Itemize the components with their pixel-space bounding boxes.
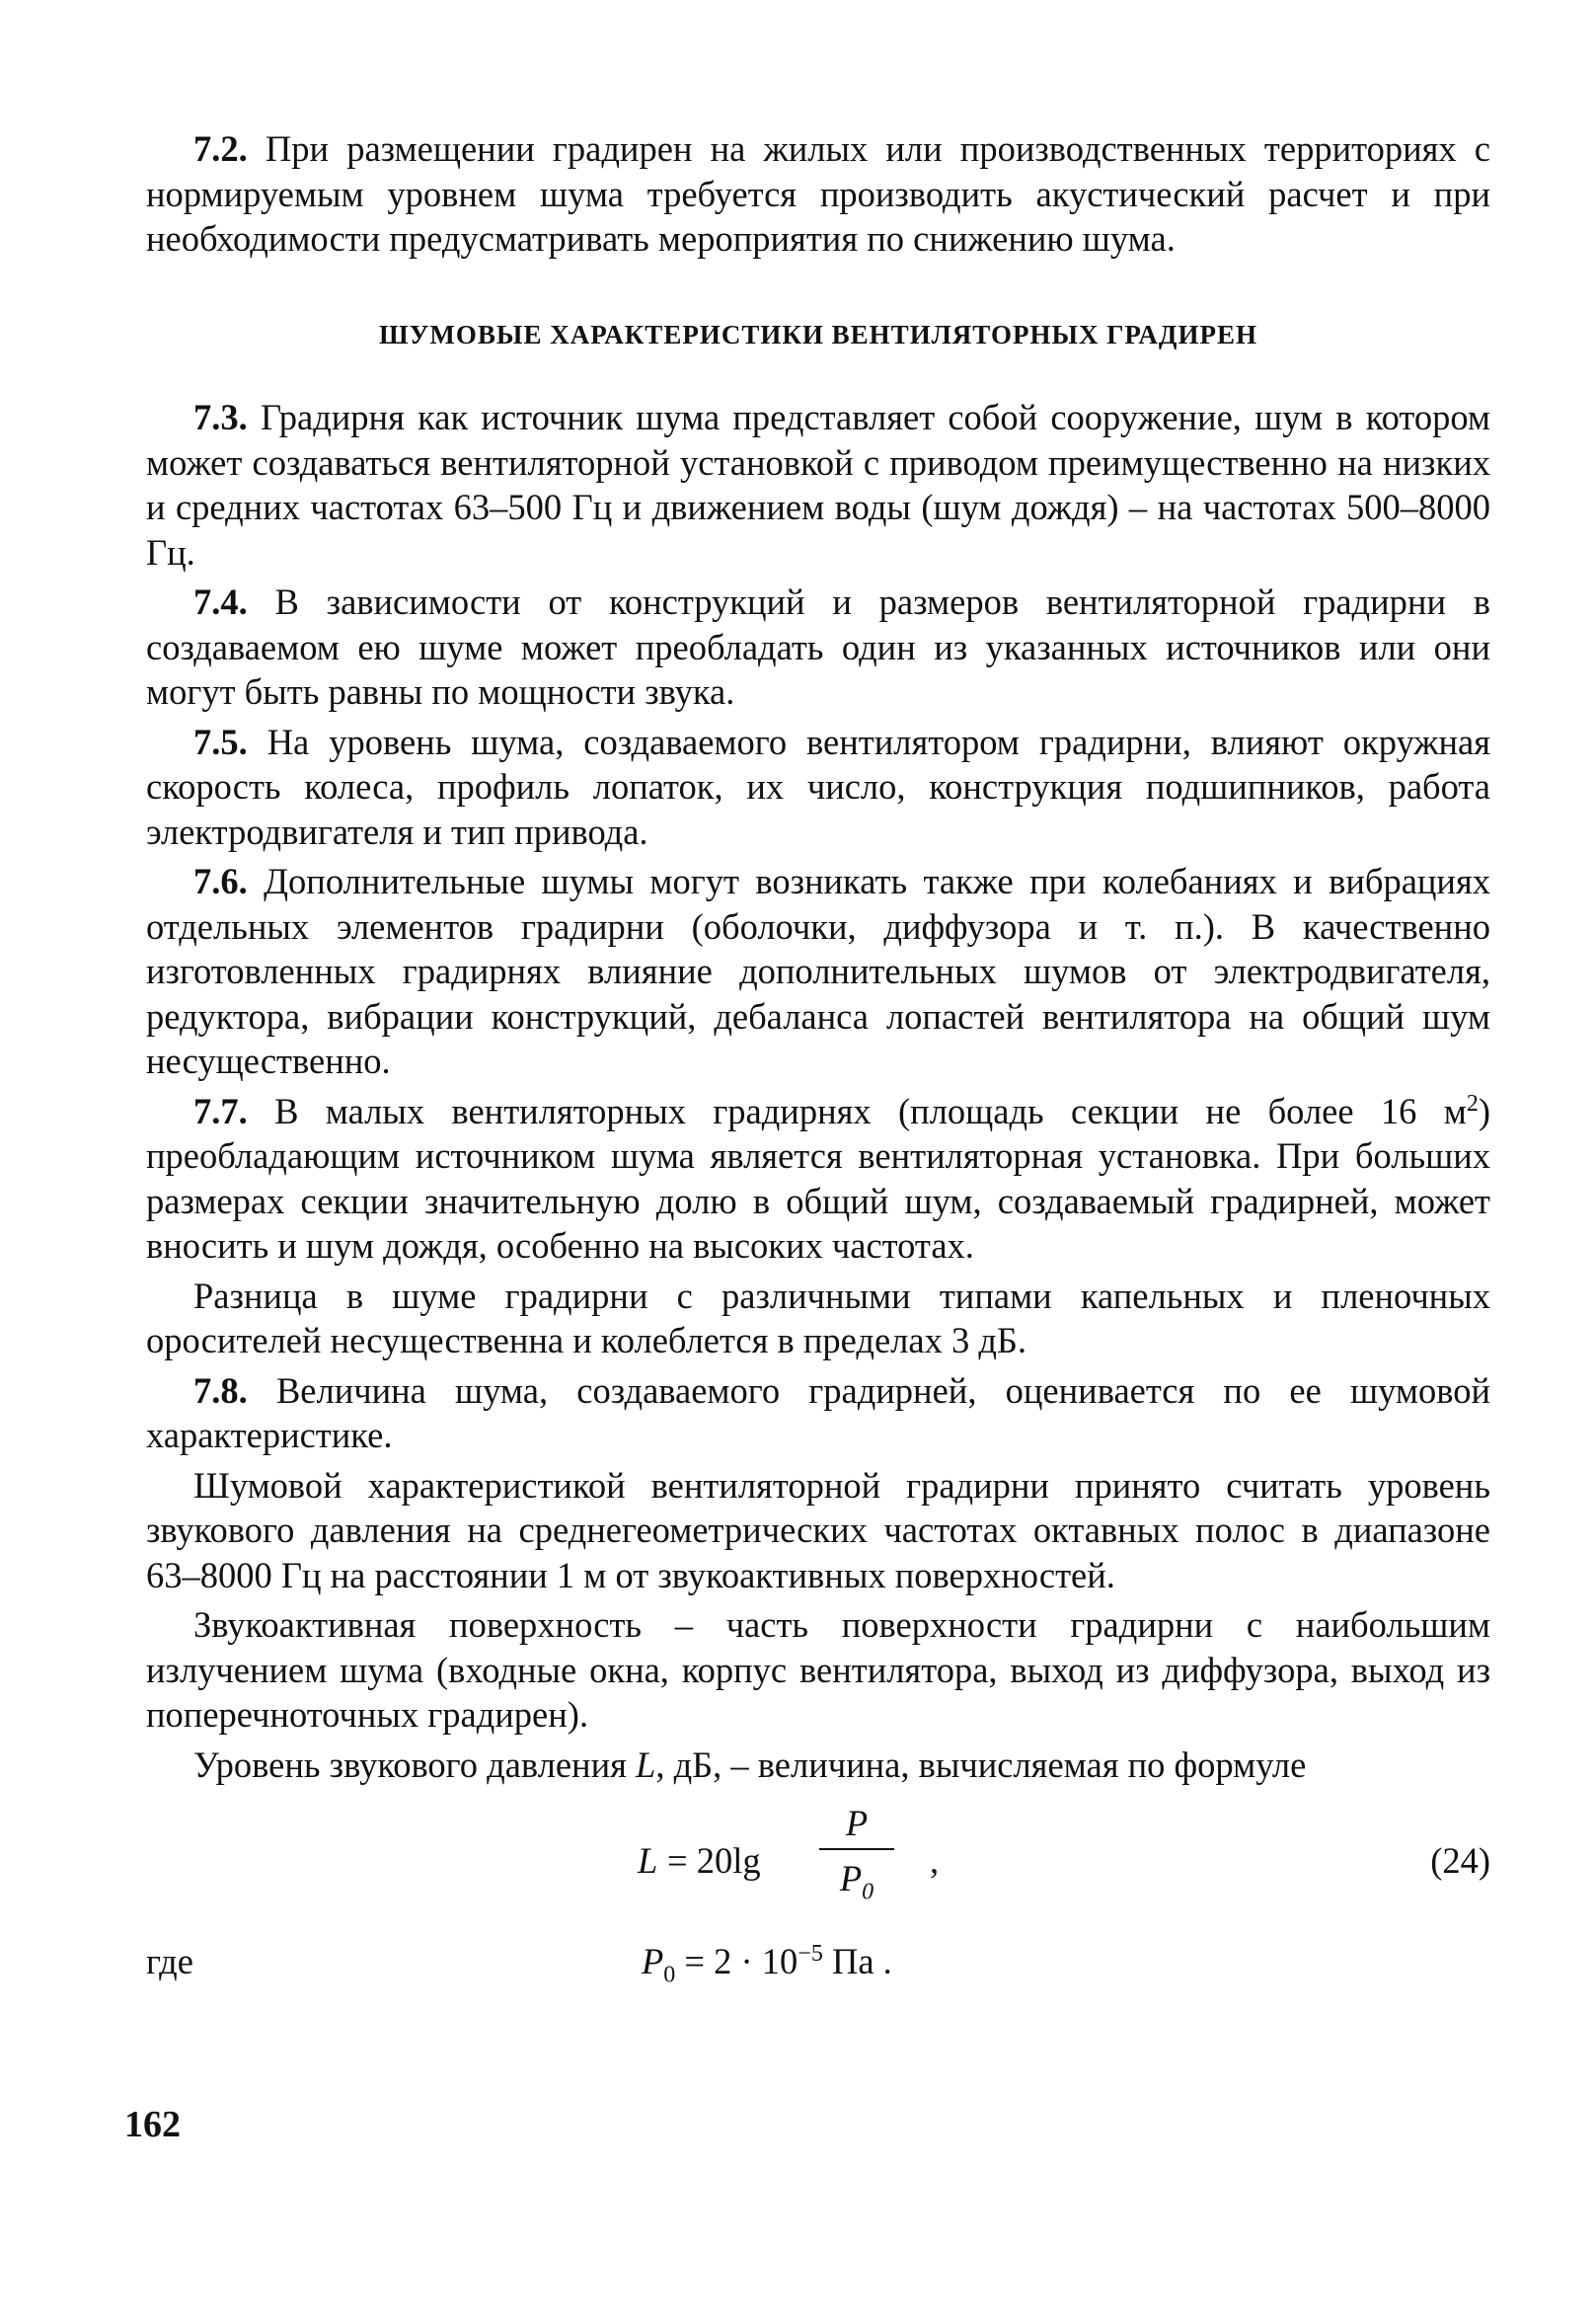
page-number: 162 (124, 2104, 181, 2145)
where-label: где (146, 1941, 193, 1981)
formula-comma: , (930, 1840, 940, 1881)
paragraph-sound-pressure-level (146, 1743, 1490, 1788)
fraction-numerator: P (845, 1803, 869, 1843)
clause-number: 7.5. (193, 721, 248, 762)
fraction-denominator (819, 1856, 894, 1905)
variable-l: L (636, 1743, 656, 1785)
exponent: −5 (798, 1940, 823, 1967)
paragraph-text: ) преобладающим источником шума является вентиляторная установка. При больших размерах секции значительную долю в общий шум, создаваемый градирней, может вносить и шум дождя, особенно на высоких частотах. (146, 1090, 1490, 1266)
clause-number: 7.3. (193, 397, 248, 437)
clause-number: 7.8. (193, 1369, 248, 1411)
clause-number: 7.6. (193, 861, 248, 901)
expression-unit: Па . (822, 1941, 892, 1981)
clause-number: 7.7. (193, 1090, 248, 1131)
paragraph-noise-characteristic: Шумовой характеристикой вентиляторной градирни принято считать уровень звукового давления на среднегеометрических частотах октавных полос в диапазоне 63–8000 Гц на расстоянии 1 м от звукоактивных поверхностей. (146, 1464, 1490, 1595)
paragraph-text: Градирня как источник шума представляет собой сооружение, шум в котором может создаваться вентиляторной установкой с приводом преимущественно на низких и средних частотах 63–500 Гц и движением воды (шум дождя) – на частотах 500–8000 Гц. (146, 397, 1490, 573)
page-body (146, 126, 1490, 1998)
paragraph-text: , дБ, – величина, вычисляемая по формуле (655, 1743, 1307, 1785)
fraction-bar (819, 1848, 894, 1850)
paragraph-text: При размещении градирен на жилых или производственных территориях с нормируемым уровнем шума требуется производить акустический расчет и при необходимости предусматривать мероприятия по снижению шума. (146, 128, 1490, 259)
paragraph-7-6 (146, 859, 1490, 1084)
paragraph-sound-active-surface: Звукоактивная поверхность – часть поверхности градирни с наибольшим излучением шума (входные окна, корпус вентилятора, выход из диффузора, выход из поперечноточных градирен). (146, 1604, 1490, 1735)
formula-24 (146, 1801, 1490, 1919)
paragraph-7-7-continued: Разница в шуме градирни с различными типами капельных и пленочных оросителей несущественна и колеблется в пределах 3 дБ. (146, 1275, 1490, 1360)
formula-operator: = 20lg (667, 1840, 761, 1881)
paragraph-text: Величина шума, создаваемого градирней, оценивается по ее шумовой характеристике. (146, 1369, 1490, 1455)
paragraph-text: Дополнительные шумы могут возникать также при колебаниях и вибрациях отдельных элементов градирни (оболочки, диффузора и т. п.). В качественно изготовленных градирнях влияние дополнительных шумов от электродвигателя, редуктора, вибрации конструкций, дебаланса лопастей вентилятора на общий шум несущественно. (146, 861, 1490, 1081)
where-definition (146, 1939, 1490, 1998)
variable-p: P (642, 1941, 664, 1981)
formula-fraction (819, 1801, 894, 1905)
superscript: 2 (1466, 1090, 1479, 1117)
paragraph-text: На уровень шума, создаваемого вентилятором градирни, влияют окружная скорость колеса, профиль лопаток, их число, конструкция подшипников, работа электродвигателя и тип привода. (146, 721, 1490, 852)
formula-lhs: L (638, 1840, 658, 1881)
equation-number: (24) (1430, 1840, 1490, 1881)
reference-pressure-formula (642, 1939, 892, 1988)
paragraph-7-7 (146, 1089, 1490, 1269)
section-heading: ШУМОВЫЕ ХАРАКТЕРИСТИКИ ВЕНТИЛЯТОРНЫХ ГРАДИРЕН (378, 319, 1258, 349)
denominator-base: P (839, 1858, 863, 1898)
denominator-subscript: 0 (862, 1879, 874, 1905)
paragraph-text: В зависимости от конструкций и размеров вентиляторной градирни в создаваемом ею шуме может преобладать один из указанных источников или они могут быть равны по мощности звука. (146, 581, 1490, 712)
subscript: 0 (663, 1962, 676, 1988)
paragraph-text: Уровень звукового давления (193, 1743, 637, 1785)
paragraph-7-5 (146, 720, 1490, 855)
paragraph-text: В малых вентиляторных градирнях (площадь секции не более 16 м (247, 1090, 1467, 1131)
clause-number: 7.4. (193, 581, 248, 622)
paragraph-7-3 (146, 395, 1490, 575)
paragraph-7-2 (146, 126, 1490, 262)
paragraph-7-4 (146, 580, 1490, 715)
paragraph-7-8 (146, 1368, 1490, 1458)
clause-number: 7.2. (193, 128, 248, 169)
expression-part: = 2 · 10 (675, 1941, 798, 1981)
